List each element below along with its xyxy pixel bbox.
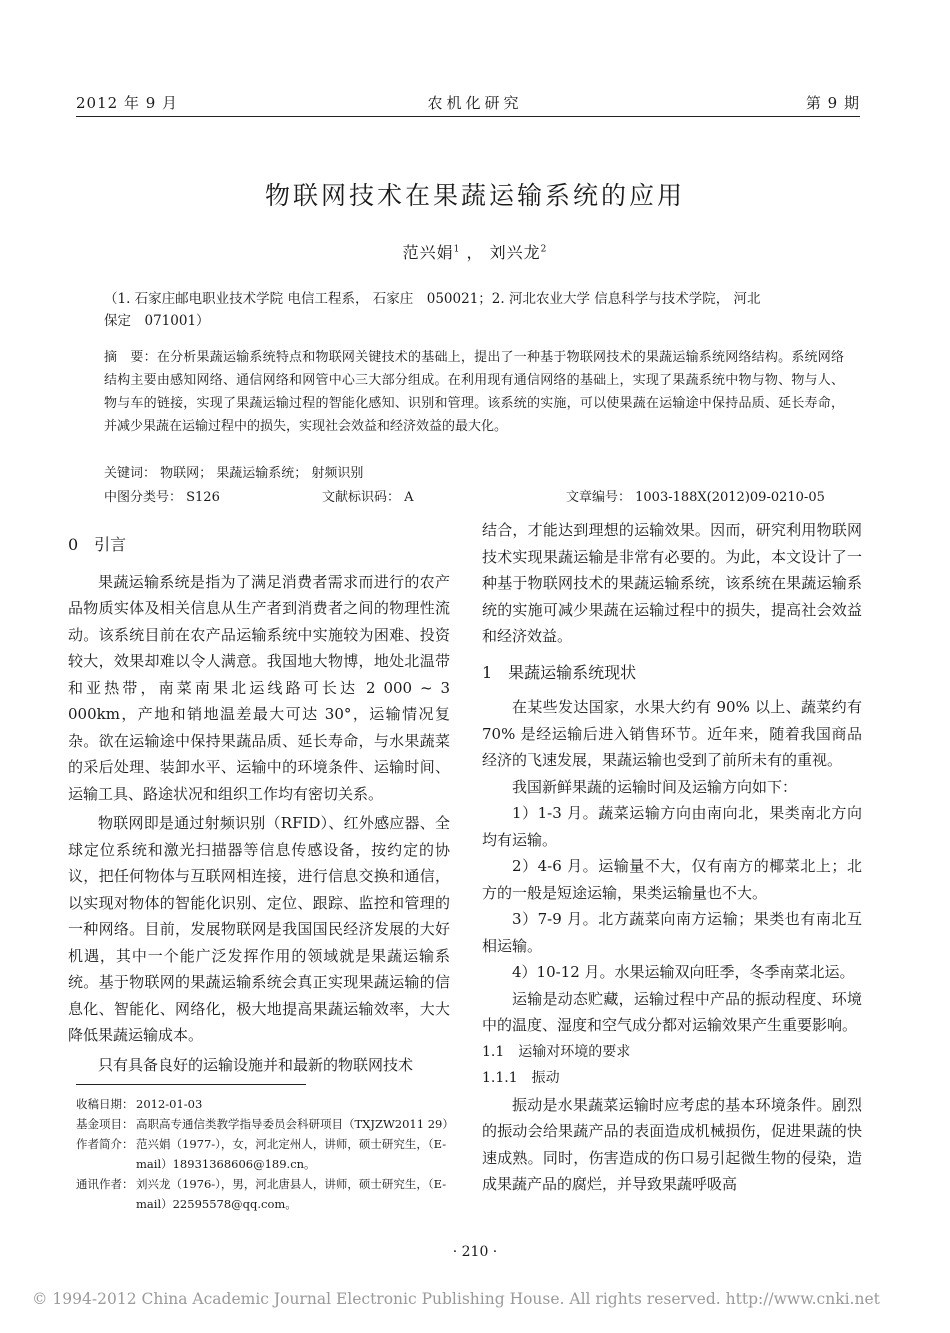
author-2-affil: 2 <box>540 244 548 255</box>
section-1-1-heading: 1.1 运输对环境的要求 <box>482 1043 631 1060</box>
issue-number: 第 9 期 <box>805 94 860 112</box>
left-column <box>68 532 450 1078</box>
right-column <box>482 517 862 1198</box>
author-separator: ， <box>460 243 490 262</box>
keywords: 关键词： 物联网； 果蔬运输系统； 射频识别 <box>104 466 364 481</box>
list-item: 1）1-3 月。蔬菜运输方向由南向北，果类南北方向均有运输。 <box>482 804 862 849</box>
author-2: 刘兴龙 <box>489 243 541 262</box>
header-date: 2012 年 9 月 <box>76 94 179 112</box>
abstract <box>104 346 844 438</box>
footnote-author: 作者简介： 范兴娟（1977-），女，河北定州人，讲师，硕士研究生，（E-mail）18931368606@189.cn。 <box>76 1137 447 1171</box>
author-line <box>0 240 950 263</box>
paragraph: 振动是水果蔬菜运输时应考虑的基本环境条件。剧烈的振动会给果蔬产品的表面造成机械损伤，促进果蔬的快速成熟。同时，伤害造成的伤口易引起微生物的侵染，造成果蔬产品的腐烂，并导致果蔬呼吸高 <box>482 1095 862 1193</box>
paragraph: 结合，才能达到理想的运输效果。因而，研究利用物联网技术实现果蔬运输是非常有必要的。为此，本文设计了一种基于物联网技术的果蔬运输系统，该系统在果蔬运输系统的实施可减少果蔬在运输过程中的损失，提高社会效益和经济效益。 <box>482 521 862 645</box>
footnote-rule <box>76 1084 306 1085</box>
list-item: 3）7-9 月。北方蔬菜向南方运输；果类也有南北互相运输。 <box>482 910 862 955</box>
section-0-heading: 0 引言 <box>68 535 127 554</box>
paragraph: 运输是动态贮藏，运输过程中产品的振动程度、环境中的温度、湿度和空气成分都对运输效果产生重要影响。 <box>482 989 862 1034</box>
footnote-corresponding: 通讯作者： 刘兴龙（1976-），男，河北唐县人，讲师，硕士研究生，（E-mail）22595578@qq.com。 <box>76 1177 447 1211</box>
section-1-heading: 1 果蔬运输系统现状 <box>482 662 637 682</box>
abstract-text: 在分析果蔬运输系统特点和物联网关键技术的基础上，提出了一种基于物联网技术的果蔬运输系统网络结构。系统网络结构主要由感知网络、通信网络和网管中心三大部分组成。在利用现有通信网络的基础上，实现了果蔬系统中物与物、物与人、物与车的链接，实现了果蔬运输过程的智能化感知、识别和管理。该系统的实施，可以使果蔬在运输途中保持品质、延长寿命，并减少果蔬在运输过程中的损失，实现社会效益和经济效益的最大化。 <box>104 350 844 434</box>
page-number: · 210 · <box>452 1244 498 1260</box>
paragraph: 果蔬运输系统是指为了满足消费者需求而进行的农产品物质实体及相关信息从生产者到消费者之间的物理性流动。该系统目前在农产品运输系统中实施较为困难、投资较大，效果却难以令人满意。我国地大物博，地处北温带和亚热带，南菜南果北运线路可长达 2 000 ~ 3 000km，产地和销地温差最大可达 30°，运输情况复杂。欲在运输途中保持果蔬品质、延长寿命，与水果蔬菜的采后处理、装卸水平、运输中的环境条件、运输时间、运输工具、路途状况和组织工作均有密切关系。 <box>68 572 450 803</box>
affiliation-line-2: 保定 071001） <box>104 313 210 329</box>
paper-title: 物联网技术在果蔬运输系统的应用 <box>264 181 685 210</box>
clc-number: 中图分类号： S126 <box>104 490 220 505</box>
journal-name: 农机化研究 <box>427 94 523 112</box>
paragraph: 物联网即是通过射频识别（RFID）、红外感应器、全球定位系统和激光扫描器等信息传感设备，按约定的协议，把任何物体与互联网相连接，进行信息交换和通信，以实现对物体的智能化识别、定位、跟踪、监控和管理的一种网络。目前，发展物联网是我国国民经济发展的大好机遇，其中一个能广泛发挥作用的领域就是果蔬运输系统。基于物联网的果蔬运输系统会真正实现果蔬运输的信息化、智能化、网络化，极大地提高果蔬运输效率，大大降低果蔬运输成本。 <box>68 814 450 1044</box>
abstract-label: 摘 要： <box>104 350 157 365</box>
list-item: 2）4-6 月。运输量不大，仅有南方的椰菜北上；北方的一般是短途运输，果类运输量也不大。 <box>482 857 862 902</box>
paragraph: 只有具备良好的运输设施并和最新的物联网技术 <box>98 1055 414 1074</box>
header-rule <box>76 116 860 117</box>
copyright-notice: © 1994-2012 China Academic Journal Electronic Publishing House. All rights reserved. http://www.cnki.net <box>32 1290 880 1308</box>
paragraph: 我国新鲜果蔬的运输时间及运输方向如下： <box>512 777 798 796</box>
author-1: 范兴娟 <box>402 243 454 262</box>
footnote-funding: 基金项目： 高职高专通信类教学指导委员会科研项目（TXJZW2011 29） <box>76 1117 454 1131</box>
document-code: 文献标识码： A <box>322 490 414 505</box>
author-1-affil: 1 <box>453 244 461 255</box>
section-1-1-1-heading: 1.1.1 振动 <box>482 1070 560 1086</box>
list-item: 4）10-12 月。水果运输双向旺季，冬季南菜北运。 <box>512 963 855 981</box>
footnotes <box>76 1094 456 1214</box>
affiliation-line-1: （1. 石家庄邮电职业技术学院 电信工程系， 石家庄 050021；2. 河北农业大学 信息科学与技术学院， 河北 <box>104 291 761 307</box>
paragraph: 在某些发达国家，水果大约有 90% 以上、蔬菜约有 70% 是经运输后进入销售环节。近年来，随着我国商品经济的飞速发展，果蔬运输也受到了前所未有的重视。 <box>482 698 862 769</box>
footnote-received: 收稿日期： 2012-01-03 <box>76 1097 203 1111</box>
article-number: 文章编号： 1003-188X(2012)09-0210-05 <box>566 490 825 505</box>
